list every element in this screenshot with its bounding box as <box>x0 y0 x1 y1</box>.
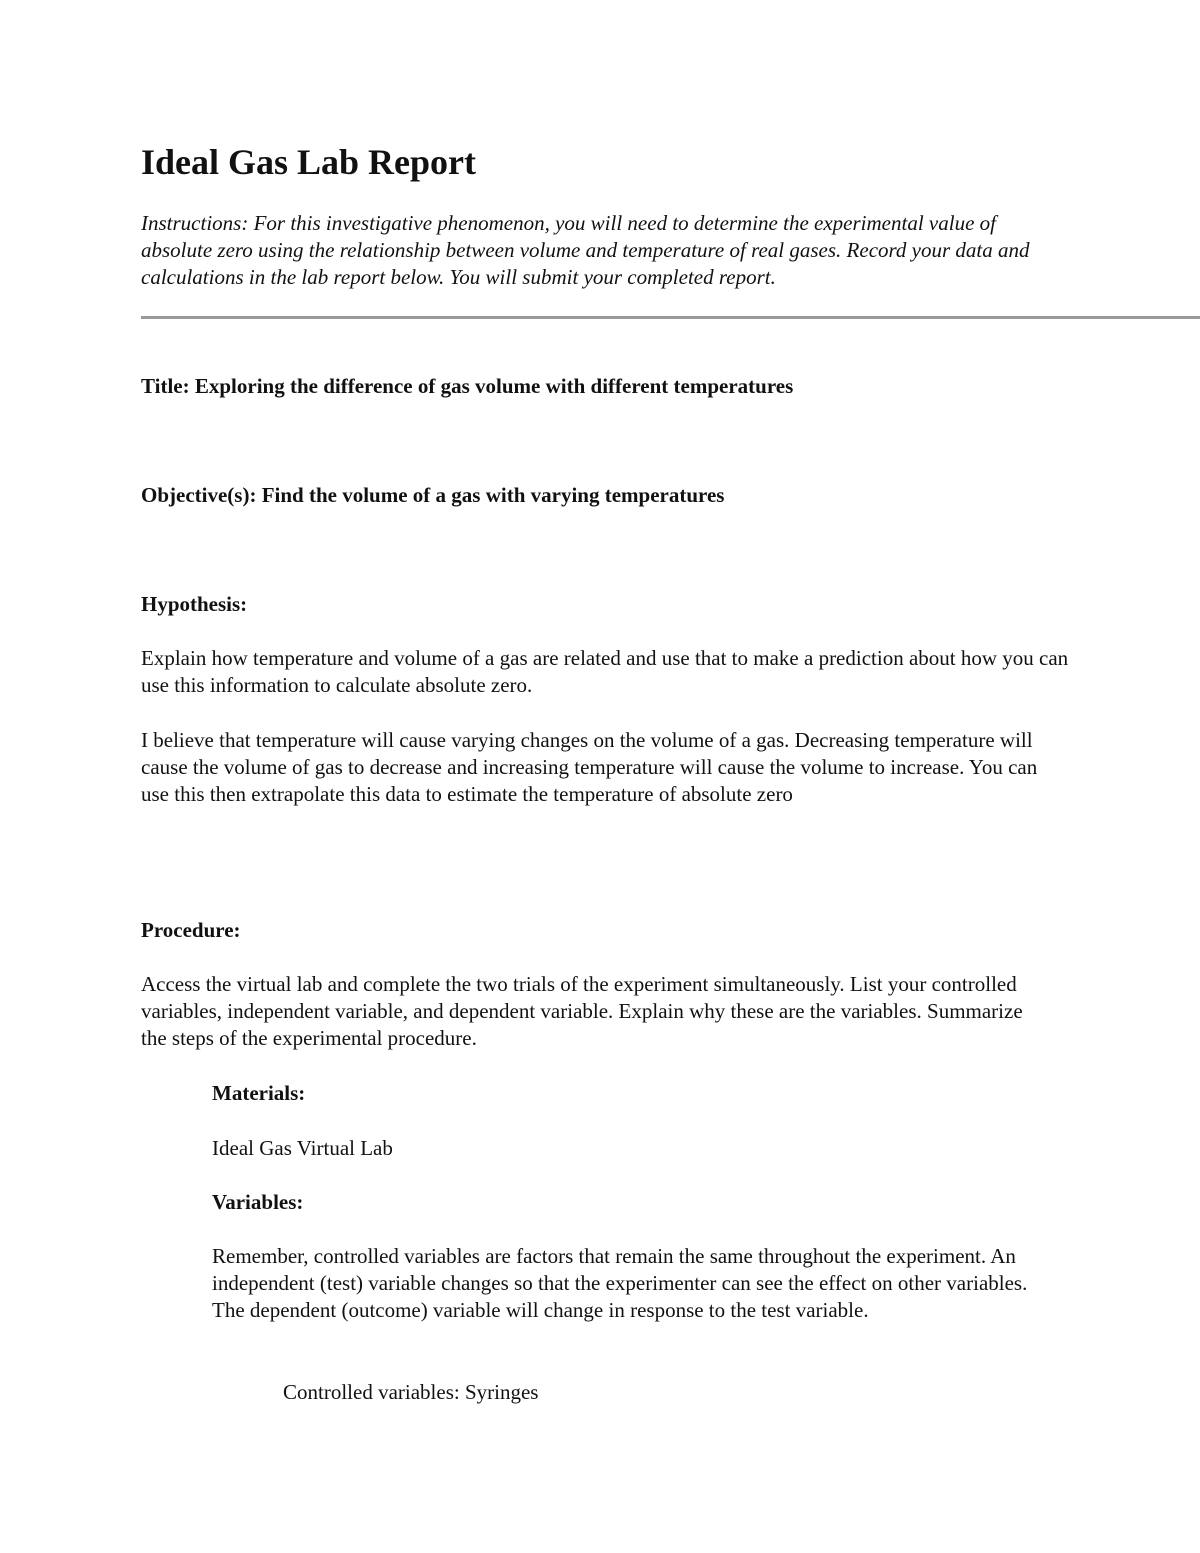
procedure-heading: Procedure: <box>141 918 241 942</box>
horizontal-divider <box>141 316 1200 319</box>
report-title-line: Title: Exploring the difference of gas volume with different temperatures <box>141 374 794 398</box>
instructions-text: Instructions: For this investigative phenomenon, you will need to determine the experimental value of absolute zero using the relationship between volume and temperature of real gases. Record your data and calculations in the lab report below. You will submit your completed report. <box>141 211 1030 289</box>
variables-heading: Variables: <box>212 1190 304 1214</box>
controlled-variables: Controlled variables: Syringes <box>283 1380 539 1404</box>
hypothesis-prompt: Explain how temperature and volume of a gas are related and use that to make a prediction about how you can use this information to calculate absolute zero. <box>141 646 1069 697</box>
materials-item: Ideal Gas Virtual Lab <box>212 1136 393 1160</box>
hypothesis-heading: Hypothesis: <box>141 592 248 616</box>
variables-description: Remember, controlled variables are factors that remain the same throughout the experiment. An independent (test) variable changes so that the experimenter can see the effect on other variables. The dependent (outcome) variable will change in response to the test variable. <box>212 1244 1028 1322</box>
procedure-prompt: Access the virtual lab and complete the two trials of the experiment simultaneously. List your controlled variables, independent variable, and dependent variable. Explain why these are the variables. Summarize the steps of the experimental procedure. <box>141 972 1023 1050</box>
document-title: Ideal Gas Lab Report <box>141 142 477 182</box>
hypothesis-answer: I believe that temperature will cause varying changes on the volume of a gas. Decreasing temperature will cause the volume of gas to decrease and increasing temperature will cause the volume to increase. You can use this then extrapolate this data to estimate the temperature of absolute zero <box>141 728 1038 806</box>
materials-heading: Materials: <box>212 1081 306 1105</box>
objective-line: Objective(s): Find the volume of a gas with varying temperatures <box>141 483 725 507</box>
